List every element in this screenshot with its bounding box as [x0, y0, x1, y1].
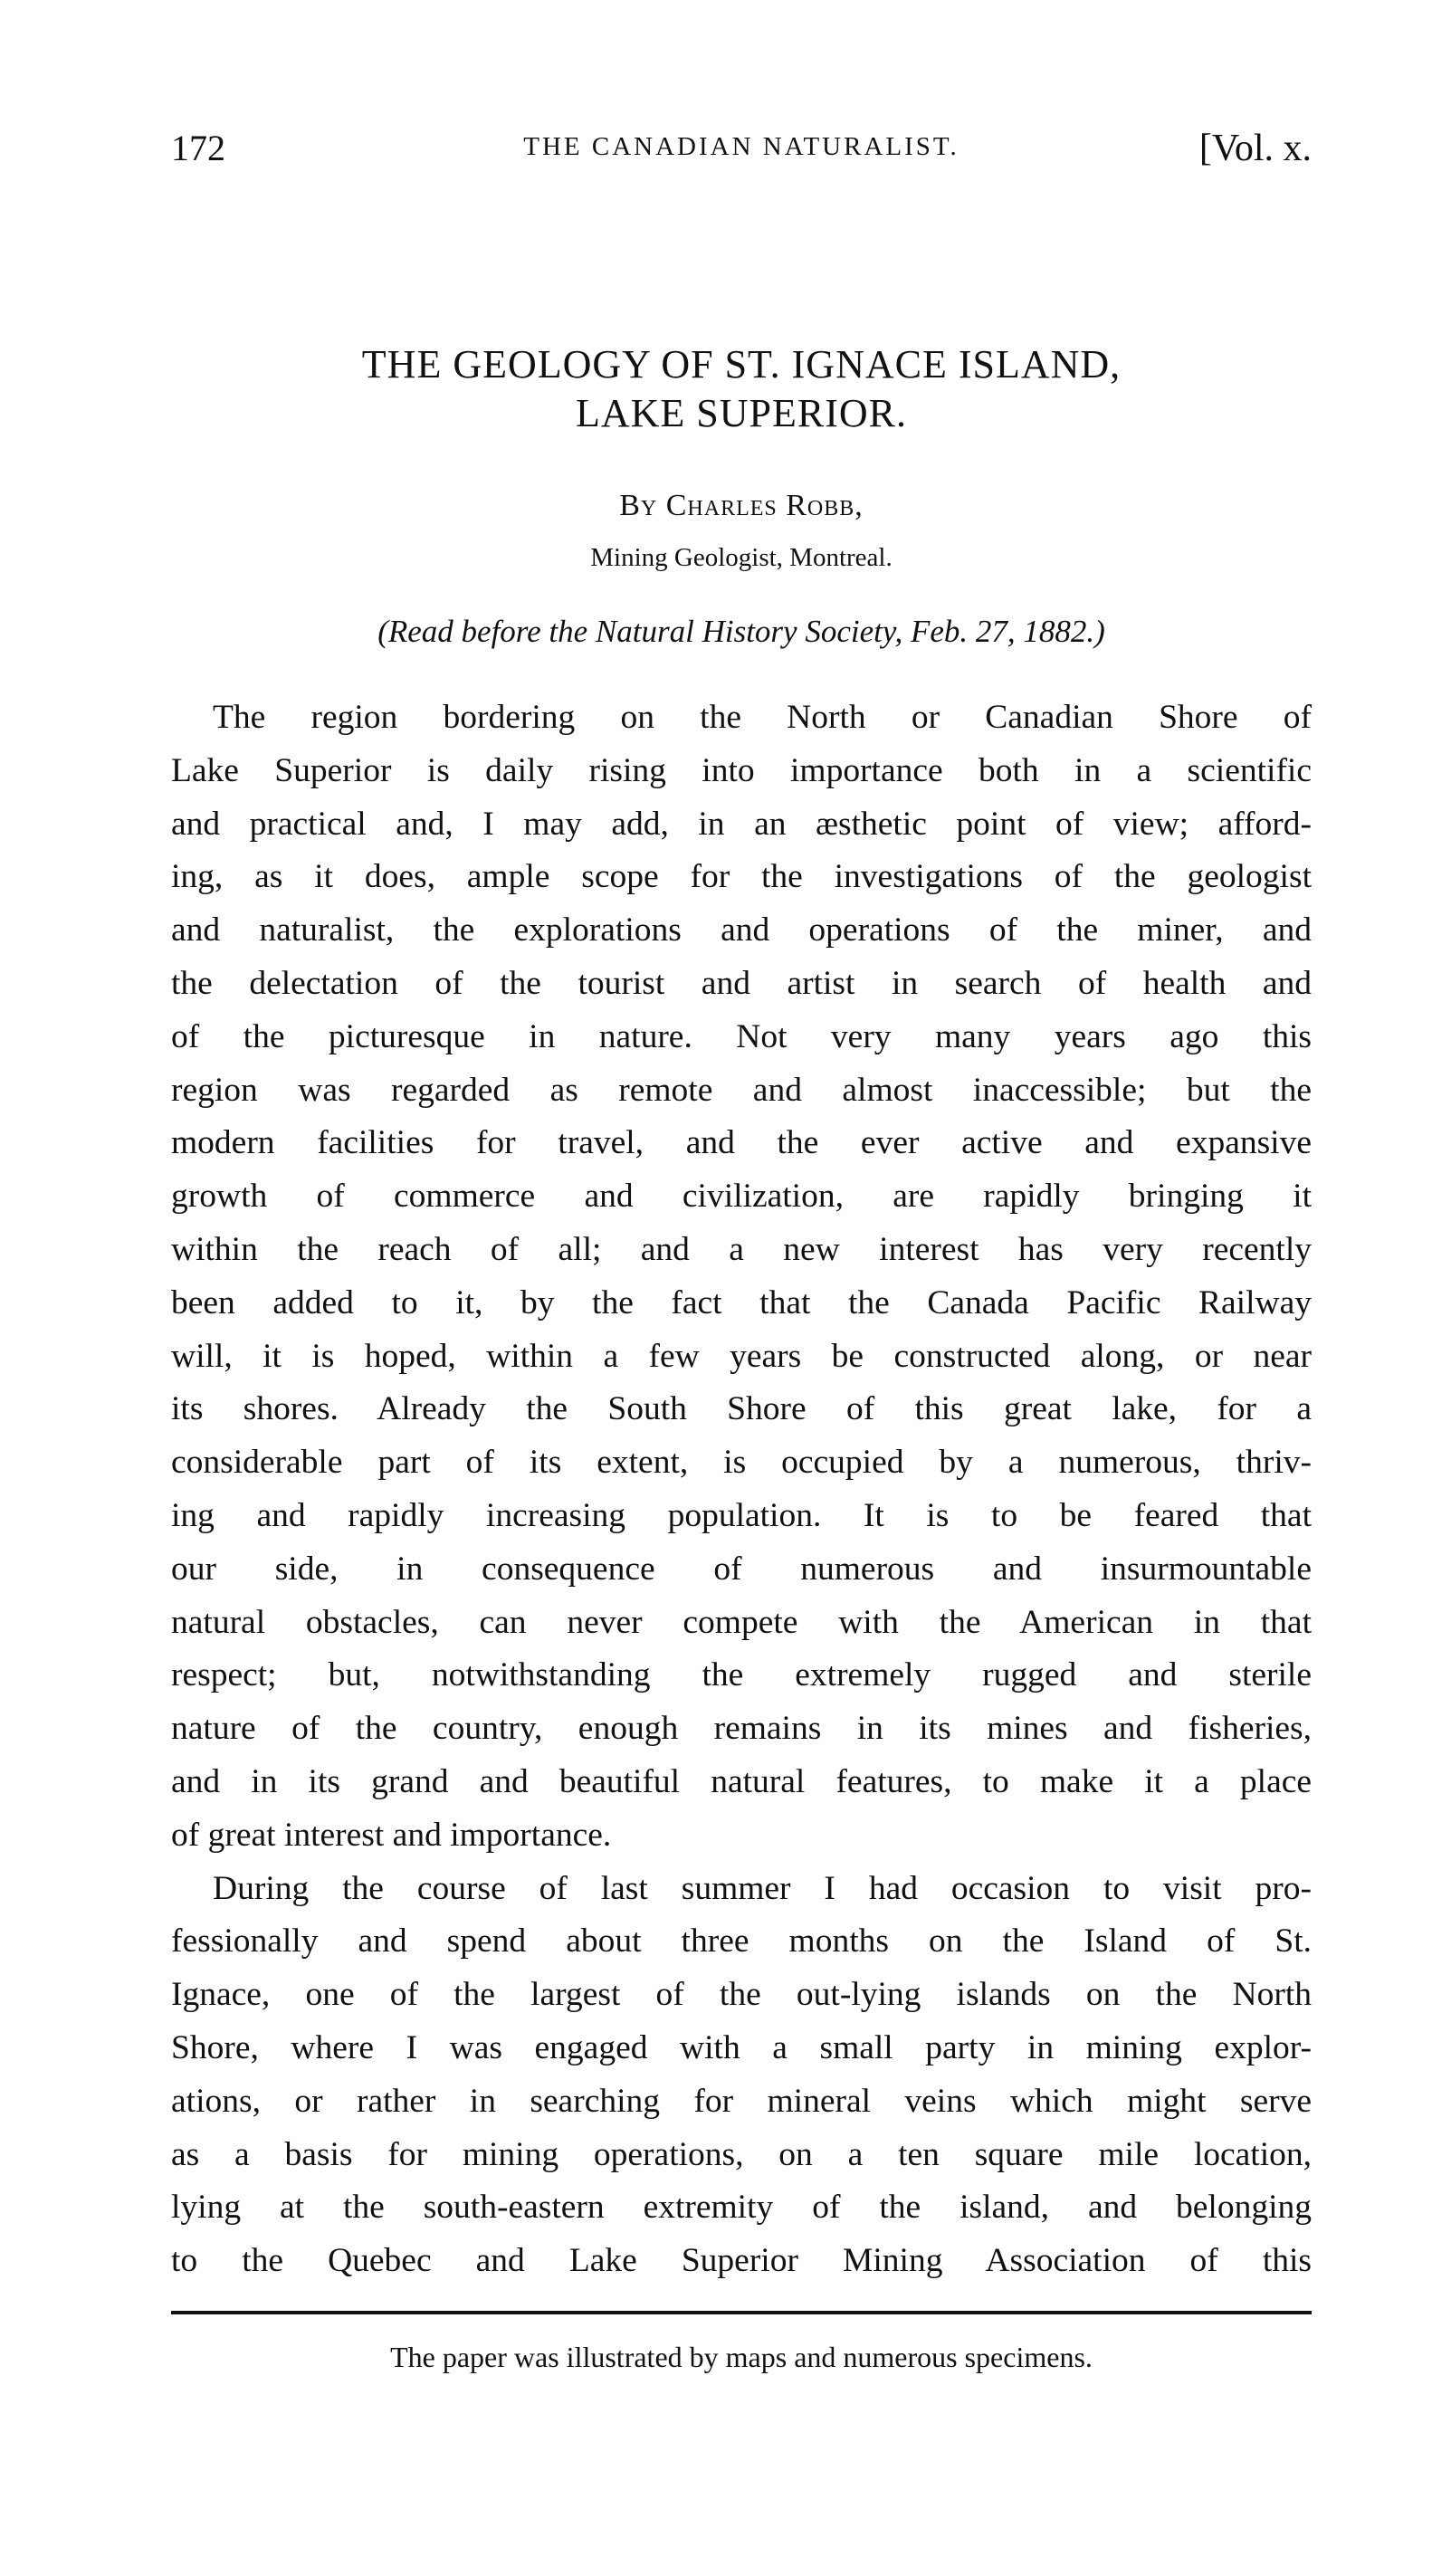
body-line: Lake Superior is daily rising into importance both in a scientific [171, 751, 1312, 789]
article-body [171, 692, 1312, 2288]
body-line: and naturalist, the explorations and operations of the miner, and [171, 911, 1312, 949]
body-line: been added to it, by the fact that the Canada Pacific Railway [171, 1283, 1312, 1321]
footnote: The paper was illustrated by maps and numerous specimens. [390, 2341, 1093, 2373]
body-line: modern facilities for travel, and the ever active and expansive [171, 1124, 1312, 1162]
byline: By Charles Robb, [619, 489, 864, 522]
read-note-text: (Read before the Natural History Society, Feb. 27, 1882.) [377, 614, 1105, 649]
body-line: Ignace, one of the largest of the out-lying islands on the North [171, 1976, 1312, 2014]
read-note [171, 614, 1312, 650]
article-title-line-1: THE GEOLOGY OF ST. IGNACE ISLAND, [361, 342, 1122, 386]
body-line: ing and rapidly increasing population. It is to be feared that [171, 1496, 1312, 1534]
body-line: The region bordering on the North or Canadian Shore of [213, 699, 1312, 736]
body-line: will, it is hoped, within a few years be constructed along, or near [171, 1337, 1312, 1375]
body-line: respect; but, notwithstanding the extremely rugged and sterile [171, 1656, 1312, 1694]
body-line: ing, as it does, ample scope for the investigations of the geologist [171, 858, 1312, 896]
body-line: lying at the south-eastern extremity of the island, and belonging [171, 2189, 1312, 2227]
body-line: nature of the country, enough remains in its mines and fisheries, [171, 1710, 1312, 1748]
body-line: natural obstacles, can never compete with the American in that [171, 1603, 1312, 1641]
affiliation: Mining Geologist, Montreal. [590, 543, 893, 572]
body-line: to the Quebec and Lake Superior Mining Association of this [171, 2242, 1312, 2280]
body-line: and practical and, I may add, in an æsthetic point of view; afford- [171, 805, 1312, 843]
body-line: as a basis for mining operations, on a ten square mile location, [171, 2135, 1312, 2173]
body-line: fessionally and spend about three months on the Island of St. [171, 1922, 1312, 1961]
body-line: and in its grand and beautiful natural features, to make it a place [171, 1762, 1312, 1800]
body-line: region was regarded as remote and almost inaccessible; but the [171, 1071, 1312, 1109]
running-header [171, 127, 1312, 181]
body-line: Shore, where I was engaged with a small party in mining explor- [171, 2028, 1312, 2066]
body-line: of the picturesque in nature. Not very many years ago this [171, 1017, 1312, 1055]
body-line: within the reach of all; and a new interest has very recently [171, 1230, 1312, 1268]
page-number: 172 [171, 128, 225, 168]
body-line: our side, in consequence of numerous and insurmountable [171, 1550, 1312, 1588]
body-line: considerable part of its extent, is occupied by a numerous, thriv- [171, 1444, 1312, 1482]
body-line: of great interest and importance. [171, 1816, 612, 1854]
volume-label: [Vol. x. [1198, 128, 1312, 169]
body-line: During the course of last summer I had occasion to visit pro- [213, 1869, 1312, 1907]
body-line: growth of commerce and civilization, are rapidly bringing it [171, 1178, 1312, 1216]
body-line: ations, or rather in searching for mineral veins which might serve [171, 2082, 1312, 2120]
article-title-line-2: LAKE SUPERIOR. [575, 391, 908, 435]
footnote-divider [171, 2311, 1312, 2314]
body-line: its shores. Already the South Shore of this great lake, for a [171, 1390, 1312, 1428]
running-title: THE CANADIAN NATURALIST. [523, 132, 959, 161]
body-line: the delectation of the tourist and artist in search of health and [171, 964, 1312, 1002]
